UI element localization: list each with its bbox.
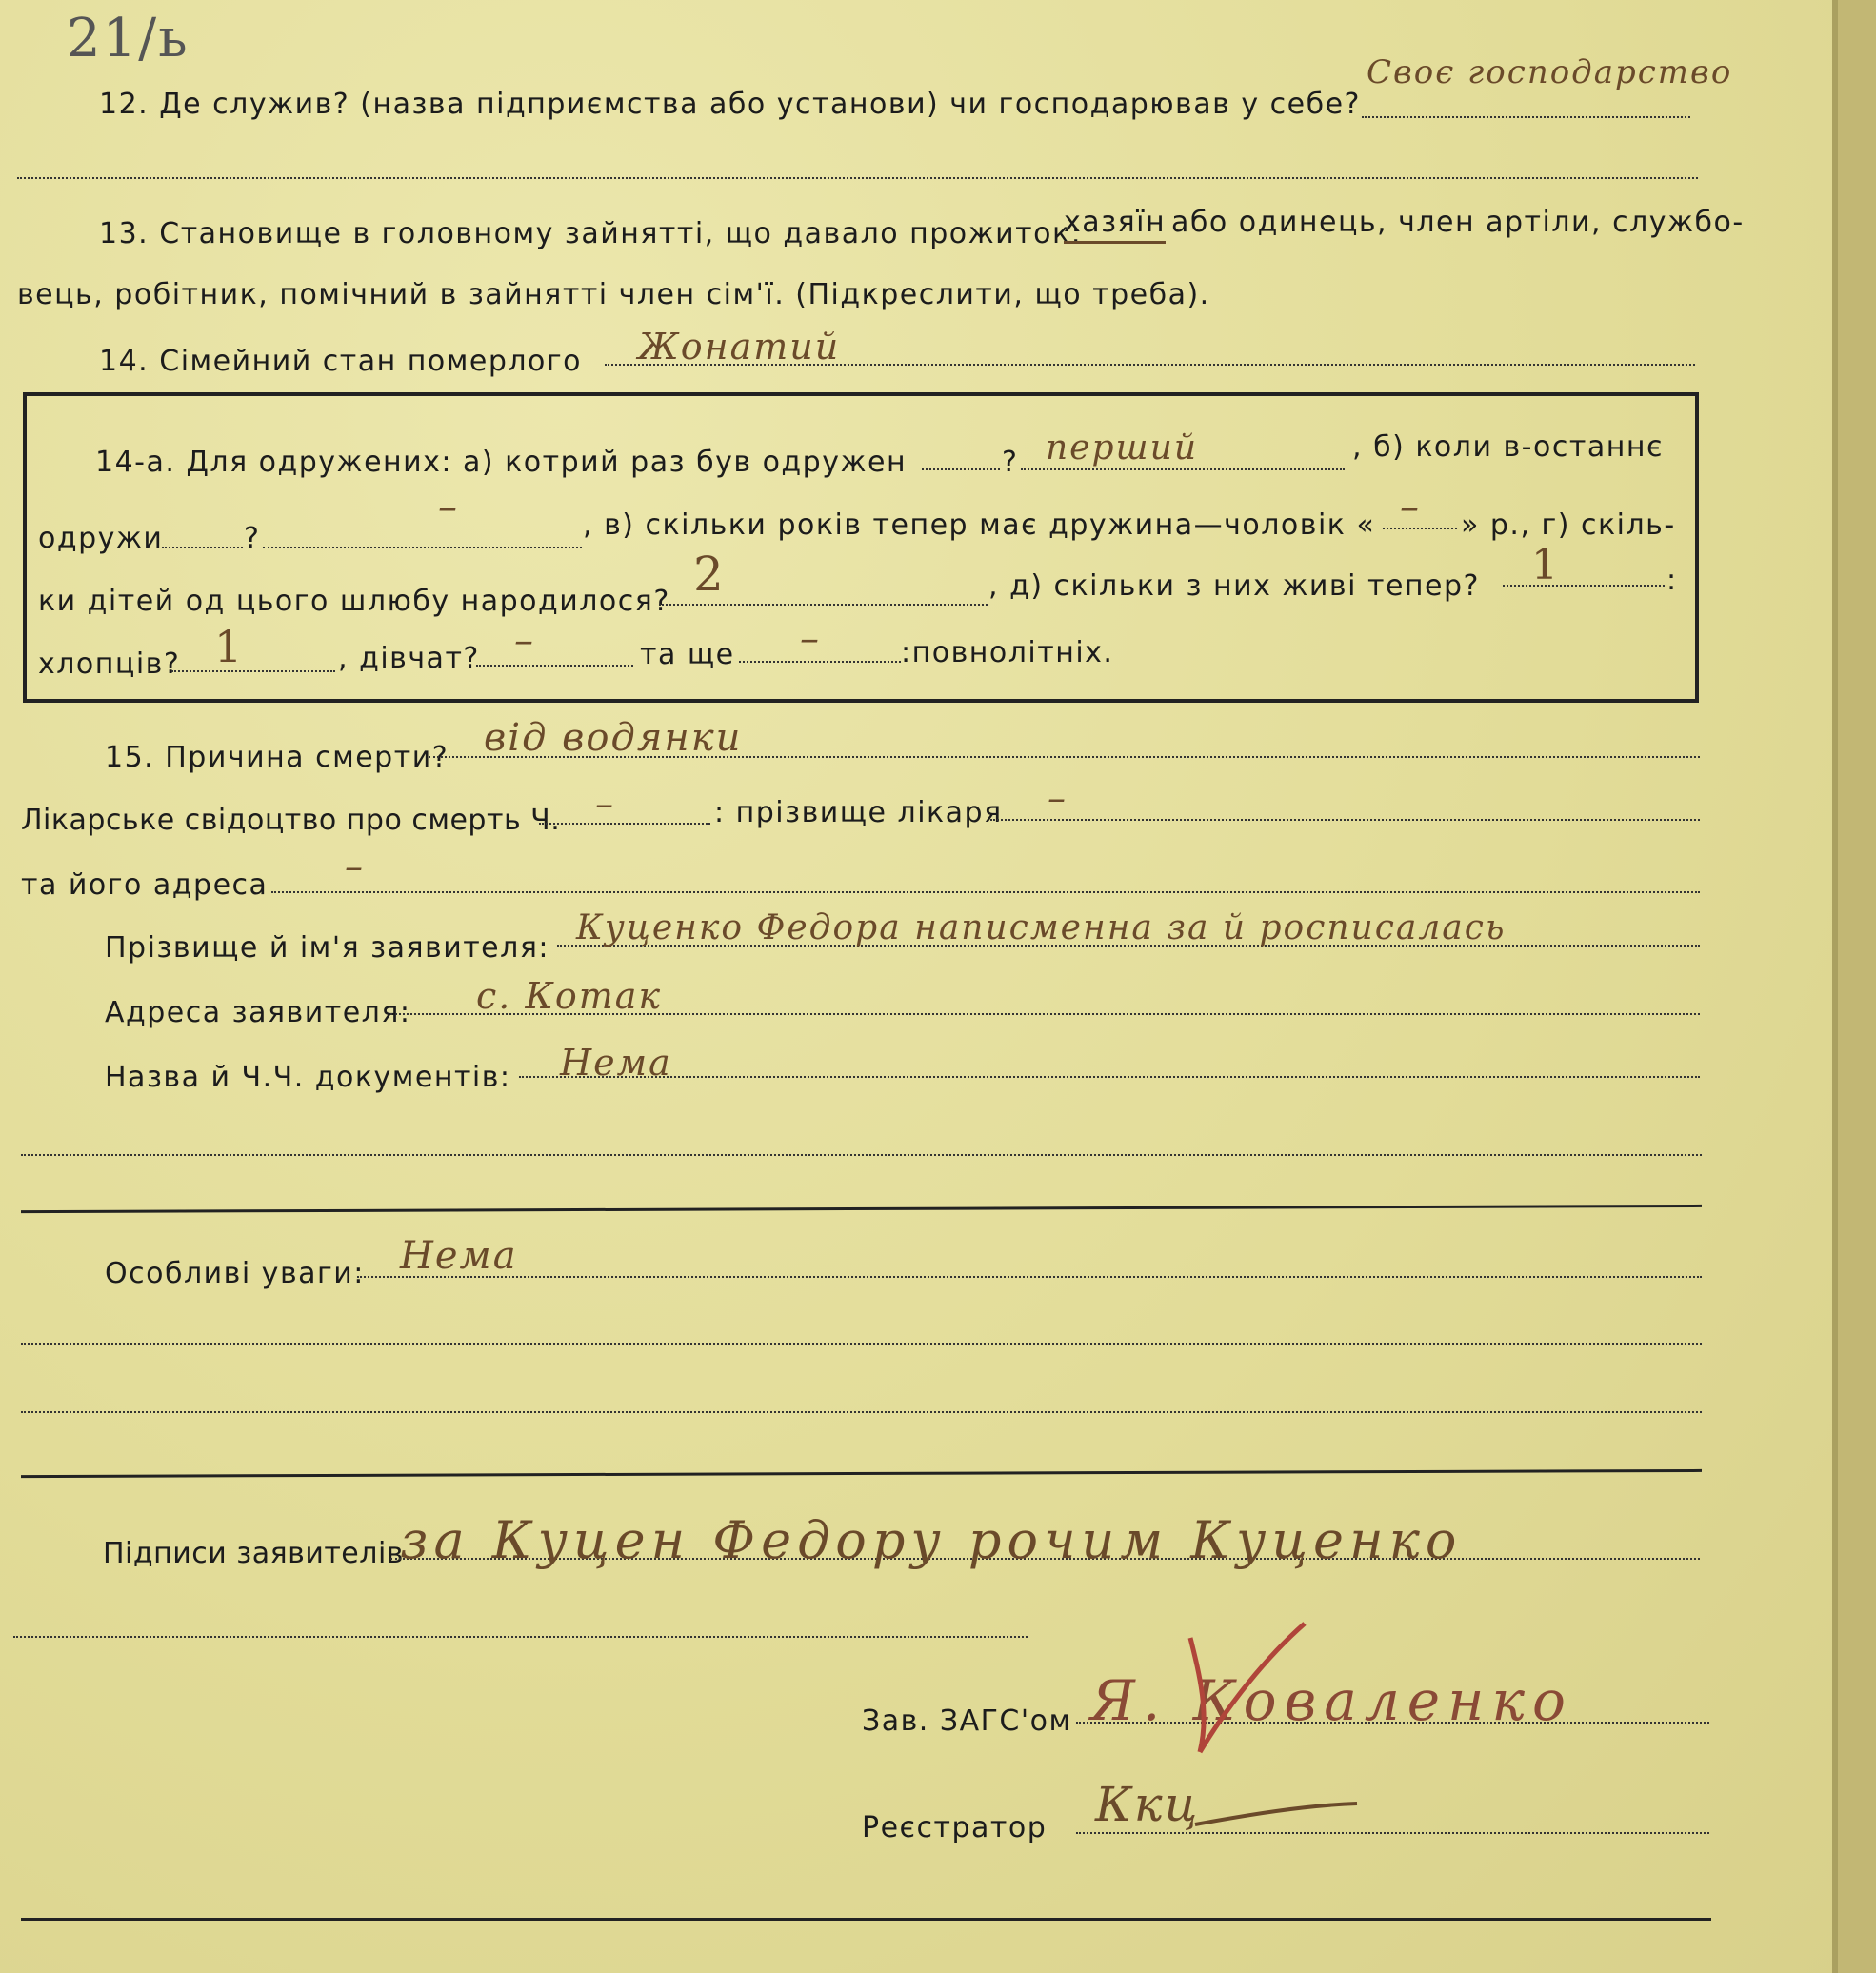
remarks-answer: Нема [400,1234,518,1278]
applicant-address-label: Адреса заявителя: [105,996,411,1029]
applicant-documents-line [519,1076,1700,1078]
q14a-line2-q: ? [244,522,261,555]
applicant-name-label: Прізвище й ім'я заявителя: [105,931,549,965]
doctor-name-line [990,819,1700,821]
bottom-rule [21,1918,1711,1921]
q14a-line4-c: та ще [640,638,735,671]
applicant-name-answer: Куценко Федора написменна за й росписалась [576,908,1507,947]
q14a-line3-dots-2 [1503,585,1665,587]
q12-answer-line [1362,116,1690,118]
q14a-line4-d: :повнолітніх. [901,636,1114,669]
signatures-label: Підписи заявителів [103,1537,404,1570]
page-edge-shadow [1838,0,1876,1973]
remarks-line-1 [357,1276,1702,1278]
doctor-name-answer: – [1048,777,1068,819]
q14a-children-alive-answer: 1 [1531,541,1560,589]
signatures-line-2 [13,1636,1028,1638]
applicant-documents-answer: Нема [560,1042,672,1084]
q14a-line1-a: 14-а. Для одружених: а) котрий раз був одружен [95,446,908,479]
q14a-line4-dots-2 [476,665,633,667]
registrar-label: Реєстратор [862,1811,1048,1844]
applicant-extra-line [21,1154,1702,1156]
doctor-address-label: та його адреса [21,868,269,902]
page-edge-line [1832,0,1838,1973]
q12-label: 12. Де служив? (назва підприємства або установи) чи господарював у себе? [99,88,1361,121]
remarks-line-3 [21,1411,1702,1413]
registrar-signature-stroke [1190,1796,1362,1834]
q14a-line1-b: , б) коли в-останнє [1352,430,1664,464]
q14a-line3-b: , д) скільки з них живі тепер? [988,569,1480,603]
q14a-times-married-answer: перший [1046,428,1199,468]
remarks-label: Особливі уваги: [105,1257,365,1290]
q14a-line1-dots-1 [922,468,1000,470]
doctor-cert-line [539,823,710,825]
registrar-line [1076,1832,1709,1834]
applicant-address-answer: с. Котак [476,975,663,1017]
q14a-line2-b: , в) скільки років тепер має дружина—чоловік « [583,508,1376,542]
zags-head-label: Зав. ЗАГС'ом [862,1704,1072,1738]
q13-line1-a: 13. Становище в головному зайнятті, що давало прожиток: [99,217,1083,250]
doctor-address-answer: – [345,846,365,887]
q14a-line2-dots-2 [263,547,582,548]
q14a-line3-c: : [1666,564,1678,597]
doctor-name-label: : прізвище лікаря [714,796,1003,829]
zags-signature-stroke [1181,1619,1314,1762]
q14a-line2-c: » р., г) скіль- [1461,508,1676,542]
q13-underlined-option: хазяїн [1064,206,1166,244]
corner-mark: 21/ь [67,8,190,70]
q14a-last-married-answer: – [438,486,459,529]
q14a-line2-a: одружи [38,522,164,555]
q14a-boys-answer: 1 [214,621,245,672]
q14a-line4-dots-3 [739,661,901,663]
section-divider-2 [21,1469,1702,1478]
q14a-line4-dots-1 [171,670,335,672]
q14a-spouse-age-answer: – [1400,486,1421,529]
zags-head-signature: Я. Коваленко [1090,1668,1573,1733]
q14a-children-born-answer: 2 [693,547,726,602]
q13-line1-b: або одинець, член артіли, службо- [1171,206,1745,239]
q14a-line4-a: хлопців? [38,648,181,681]
doctor-cert-label: Лікарське свідоцтво про смерть Ч. [21,804,561,837]
applicant-documents-label: Назва й Ч.Ч. документів: [105,1061,511,1094]
q14a-line1-dots-2 [1021,468,1345,470]
q14-label: 14. Сімейний стан померлого [99,345,583,378]
section-divider-1 [21,1205,1702,1213]
q14a-line2-dots-1 [162,547,243,548]
q13-line2: вець, робітник, помічний в зайнятті член сім'ї. (Підкреслити, що треба). [17,278,1210,311]
q15-label: 15. Причина смерти? [105,741,449,774]
q14a-line1-q: ? [1002,446,1019,479]
q14a-line4-b: , дівчат? [338,642,480,675]
q14-answer: Жонатий [638,326,841,368]
doctor-address-line [271,891,1700,893]
remarks-line-2 [21,1343,1702,1345]
q12-line-2 [17,177,1698,179]
applicant-signatures: за Куцен Федору рочим Куценко [400,1510,1463,1570]
q14a-line3-dots-1 [659,604,988,606]
q15-answer: від водянки [484,716,743,760]
q12-answer: Своє господарство [1367,53,1733,91]
q14a-girls-answer: – [514,619,535,663]
q14a-line3-a: ки дітей од цього шлюбу народилося? [38,585,670,618]
doctor-cert-answer: – [595,783,615,825]
registrar-signature: Ккц [1095,1777,1200,1832]
q14a-minors-answer: – [800,617,821,661]
